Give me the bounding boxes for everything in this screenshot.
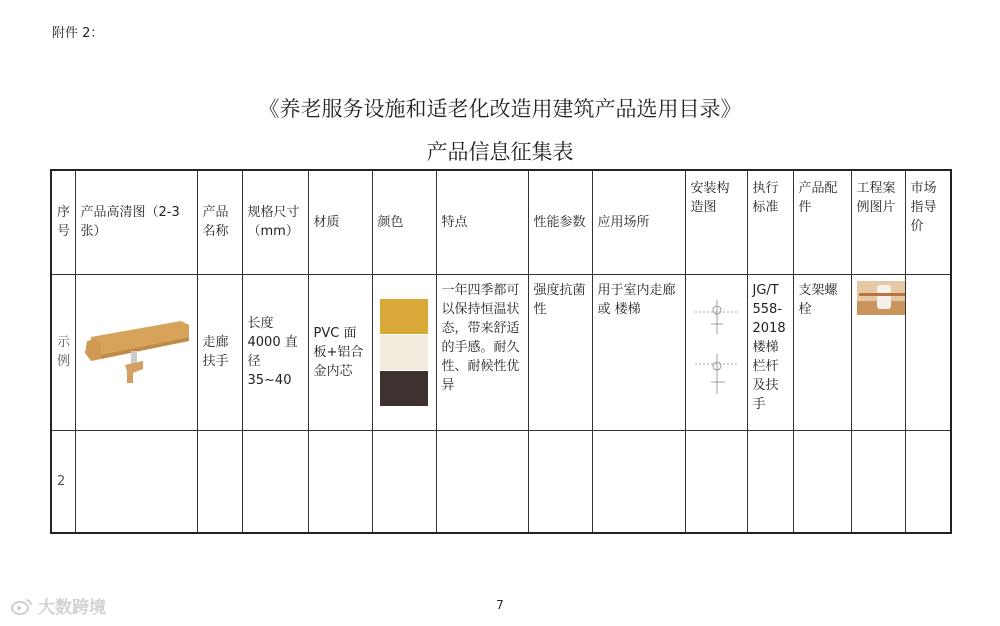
header-install-drawing: 安装构造图: [685, 170, 747, 274]
header-accessories: 产品配件: [793, 170, 851, 274]
row-index: 示例: [51, 274, 75, 430]
row-2-index: 2: [51, 430, 75, 533]
standard: JG/T 558-2018楼梯栏杆及扶手: [747, 274, 793, 430]
case-photo-cell: [851, 274, 905, 430]
row-2-cell: [197, 430, 242, 533]
product-name: 走廊扶手: [197, 274, 242, 430]
attachment-label: 附件 2：: [52, 26, 104, 41]
header-case-photos: 工程案例图片: [851, 170, 905, 274]
material: PVC 面板+铝合金内芯: [308, 274, 372, 430]
header-material: 材质: [308, 170, 372, 274]
row-2-cell: [372, 430, 436, 533]
header-product-images: 产品高清图（2-3 张）: [75, 170, 197, 274]
row-2-cell: [592, 430, 685, 533]
header-features: 特点: [436, 170, 528, 274]
application: 用于室内走廊或 楼梯: [592, 274, 685, 430]
header-index: 序号: [51, 170, 75, 274]
color-swatch-gold: [380, 299, 428, 334]
header-spec-size: 规格尺寸（mm）: [242, 170, 308, 274]
watermark-text: 大数跨境: [38, 598, 106, 618]
row-2-cell: [242, 430, 308, 533]
row-2-cell: [793, 430, 851, 533]
install-drawing-cell: [685, 274, 747, 430]
weibo-logo-icon: [10, 597, 34, 615]
header-row: [51, 170, 951, 274]
header-standard: 执行标准: [747, 170, 793, 274]
header-performance: 性能参数: [528, 170, 592, 274]
row-2-cell: [851, 430, 905, 533]
handrail-image: [81, 313, 193, 385]
header-color: 颜色: [372, 170, 436, 274]
document-title: 《养老服务设施和适老化改造用建筑产品选用目录》: [258, 97, 742, 121]
row-2-cell: [436, 430, 528, 533]
color-swatches: [372, 274, 436, 430]
case-photo: [857, 281, 906, 315]
row-2-cell: [528, 430, 592, 533]
color-swatch-dark-brown: [380, 371, 428, 406]
row-2: [51, 430, 951, 533]
product-info-table: [50, 169, 952, 534]
product-image-cell: [75, 274, 197, 430]
header-market-price: 市场指导价: [905, 170, 951, 274]
row-2-cell: [905, 430, 951, 533]
watermark: [10, 593, 106, 618]
install-drawing: [691, 294, 743, 404]
page-number: 7: [496, 598, 504, 612]
features: 一年四季都可以保持恒温状态，带来舒适的手感。耐久性、耐候性优异: [436, 274, 528, 430]
spec-size: 长度 4000 直径 35~40: [242, 274, 308, 430]
row-2-cell: [308, 430, 372, 533]
performance: 强度抗菌性: [528, 274, 592, 430]
example-row: [51, 274, 951, 430]
header-application: 应用场所: [592, 170, 685, 274]
form-title: 产品信息征集表: [426, 140, 574, 164]
accessories: 支架螺栓: [793, 274, 851, 430]
row-2-cell: [747, 430, 793, 533]
row-2-cell: [75, 430, 197, 533]
color-swatch-cream: [380, 335, 428, 370]
row-2-cell: [685, 430, 747, 533]
header-product-name: 产品名称: [197, 170, 242, 274]
market-price: [905, 274, 951, 430]
